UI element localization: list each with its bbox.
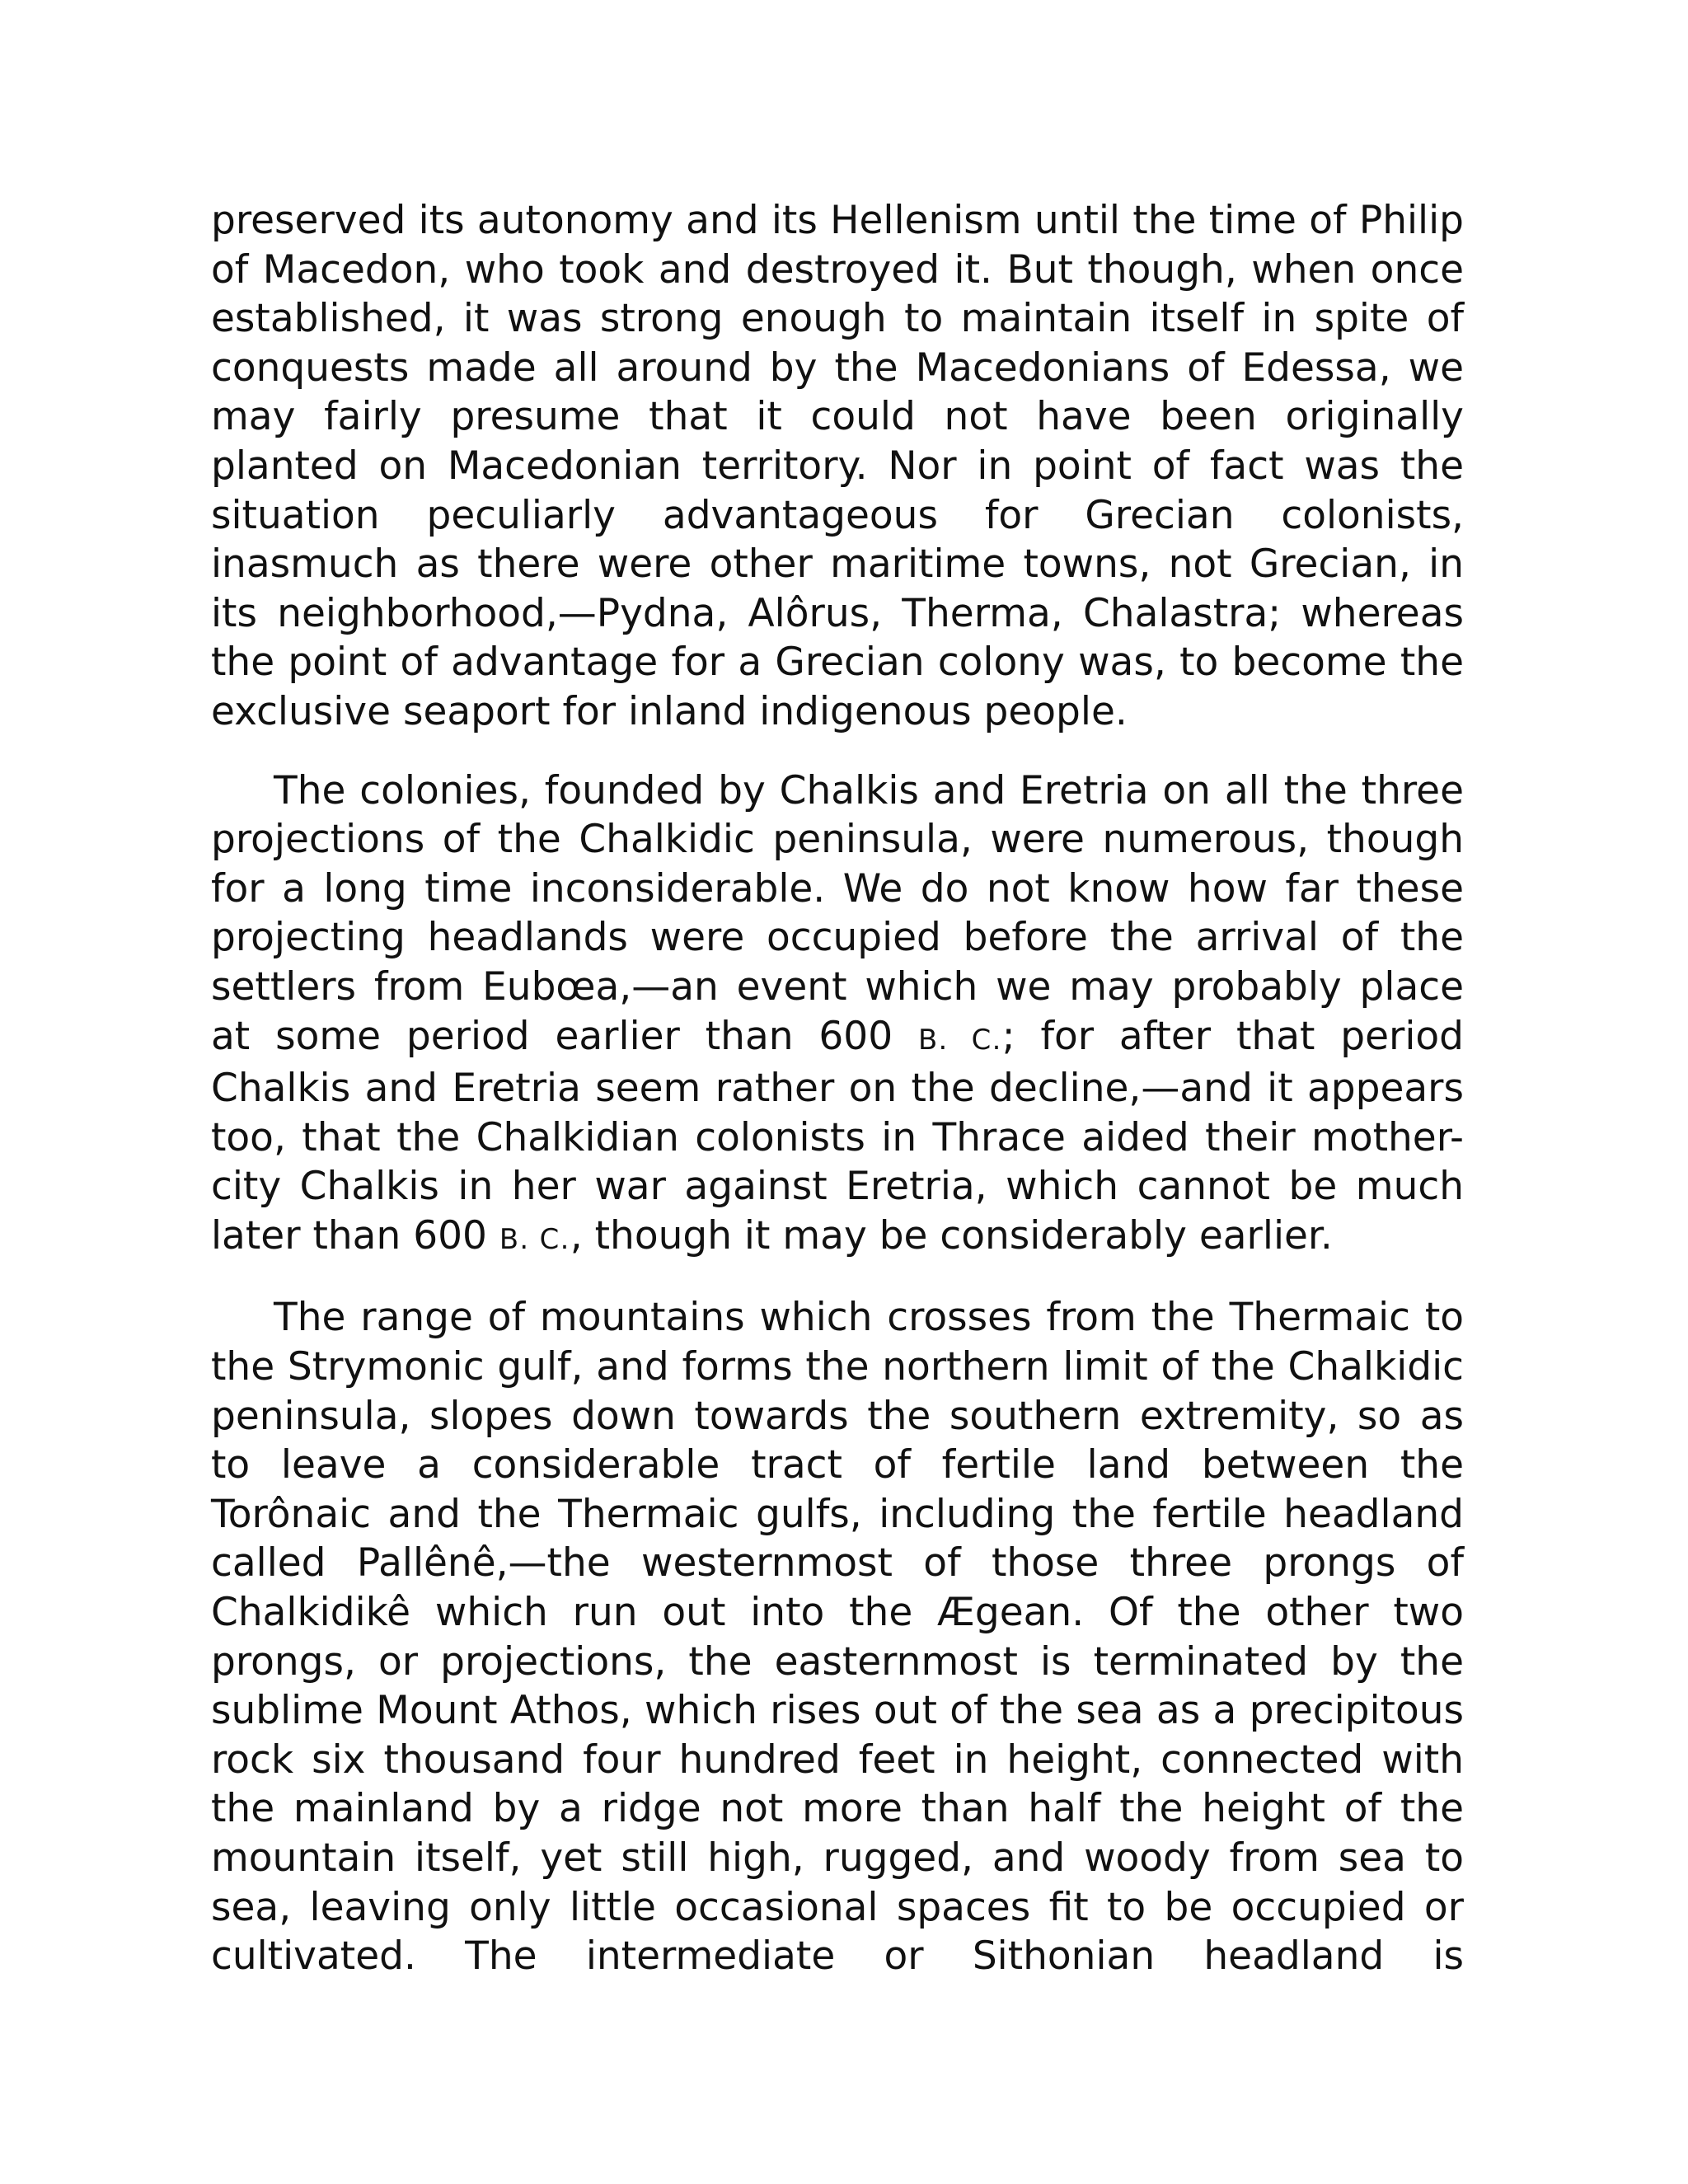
paragraph-1 [211, 196, 1464, 737]
paragraph-2 [211, 766, 1464, 1264]
era-abbreviation: B. C. [499, 1222, 570, 1255]
paragraph-3-text: The range of mountains which crosses from the Thermaic to the Strymonic gulf, and forms the northern limit of the Chalkidic peninsula, slopes down towards the southern extremity, so as to leave a considerable tract of fertile land between the Torônaic and the Thermaic gulfs, including the fertile headland called Pallênê,—the westernmost of those three prongs of Chalkidikê which run out into the Ægean. Of the other two prongs, or projections, the easternmost is terminated by the sublime Mount Athos, which rises out of the sea as a precipitous rock six thousand four hundred feet in height, connected with the mainland by a ridge not more than half the height of the mountain itself, yet still high, rugged, and woody from sea to sea, leaving only little occasional spaces fit to be occupied or cultivated. The intermediate or Sithonian headland is [211, 1295, 1464, 1980]
document-page [211, 196, 1464, 1981]
era-abbreviation: B. C. [917, 1023, 1002, 1056]
paragraph-3 [211, 1293, 1464, 1980]
paragraph-2-text-b: ; for after that period Chalkis and Eretria seem rather on the decline,—and it appears too, that the Chalkidian colonists in Thrace aided their mother-city Chalkis in her war against Eretria, which cannot be much later than 600 [211, 1013, 1465, 1258]
paragraph-2-text-a: The colonies, founded by Chalkis and Eretria on all the three projections of the Chalkidic peninsula, were numerous, though for a long time inconsiderable. We do not know how far these projecting headlands were occupied before the arrival of the settlers from Eubœa,—an event which we may probably place at some period earlier than 600 [211, 767, 1464, 1059]
paragraph-1-text: preserved its autonomy and its Hellenism until the time of Philip of Macedon, who took and destroyed it. But though, when once established, it was strong enough to maintain itself in spite of conquests made all around by the Macedonians of Edessa, we may fairly presume that it could not have been originally planted on Macedonian territory. Nor in point of fact was the situation peculiarly advantageous for Grecian colonists, inasmuch as there were other maritime towns, not Grecian, in its neighborhood,—Pydna, Alôrus, Therma, Chalastra; whereas the point of advantage for a Grecian colony was, to become the exclusive seaport for inland indigenous people. [211, 198, 1464, 734]
paragraph-2-text-c: , though it may be considerably earlier. [570, 1212, 1333, 1258]
